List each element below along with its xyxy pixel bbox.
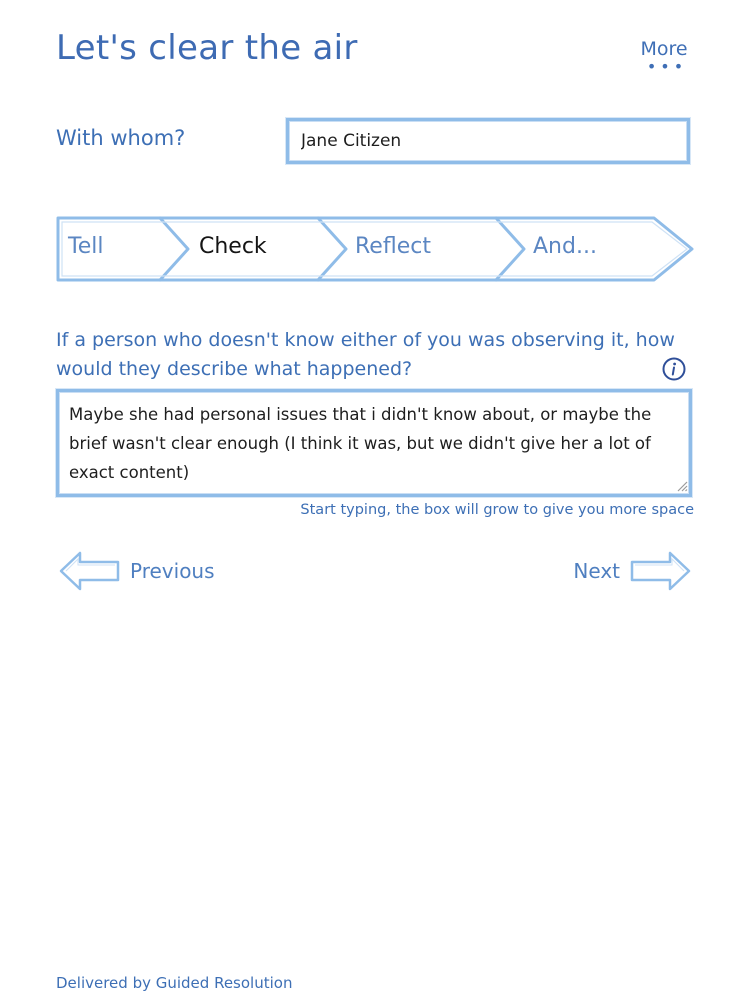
footer-credit: Delivered by Guided Resolution: [56, 974, 293, 992]
next-label: Next: [573, 559, 620, 583]
step-and[interactable]: And...: [533, 234, 597, 259]
textarea-hint: Start typing, the box will grow to give you more space: [300, 502, 694, 518]
step-tell[interactable]: Tell: [68, 234, 104, 259]
step-check[interactable]: Check: [199, 234, 267, 259]
step-reflect[interactable]: Reflect: [355, 234, 431, 259]
more-label: More: [640, 38, 688, 60]
resize-grip-icon[interactable]: [674, 477, 688, 491]
page-title: Let's clear the air: [56, 28, 358, 68]
arrow-right-icon: [630, 550, 692, 592]
info-icon[interactable]: [662, 357, 686, 381]
recipient-label: With whom?: [56, 126, 186, 150]
answer-textarea[interactable]: [56, 389, 692, 497]
previous-button[interactable]: [58, 550, 215, 592]
arrow-left-icon: [58, 550, 120, 592]
previous-label: Previous: [130, 559, 215, 583]
question-text: If a person who doesn't know either of you was observing it, how would they describe what happened?: [56, 329, 675, 380]
next-button[interactable]: [573, 550, 692, 592]
recipient-input[interactable]: [286, 118, 690, 164]
more-dots-icon: •••: [646, 57, 688, 76]
step-progress-bar: [56, 216, 696, 282]
more-menu-button[interactable]: [634, 38, 694, 74]
